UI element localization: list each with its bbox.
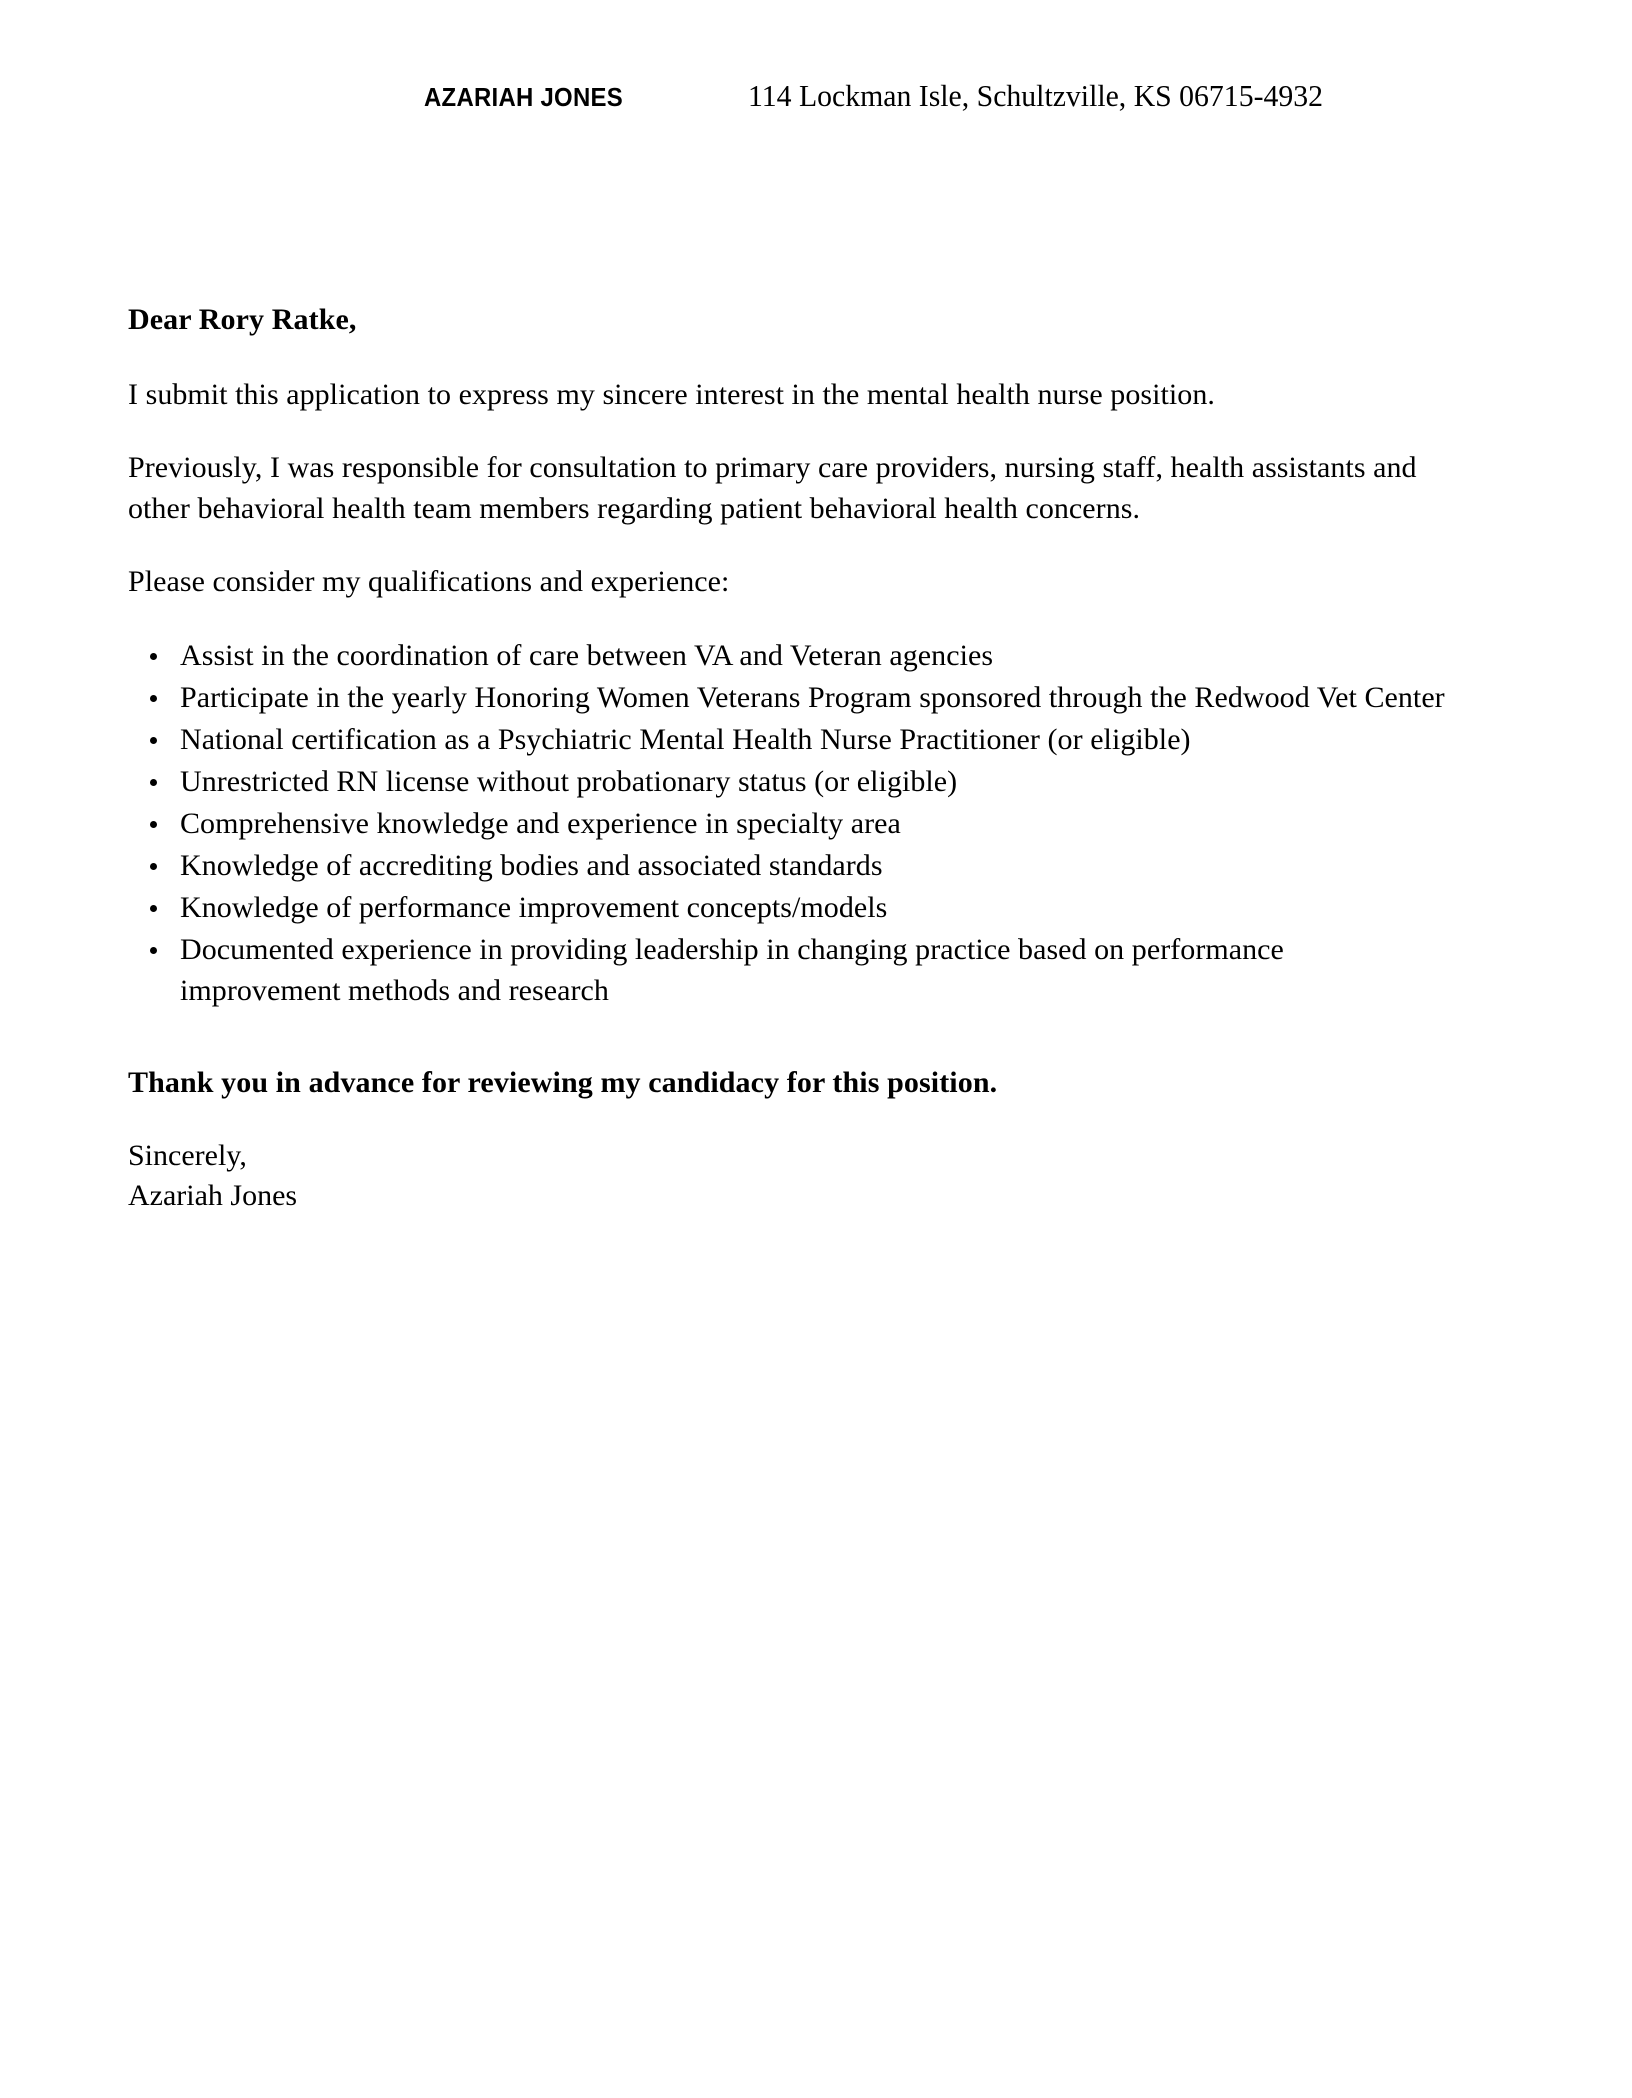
body-paragraph-1: I submit this application to express my sincere interest in the mental health nurse position. bbox=[128, 378, 1215, 412]
list-item: Unrestricted RN license without probationary status (or eligible) bbox=[128, 761, 1458, 802]
list-item: Documented experience in providing leadership in changing practice based on performance improvement methods and research bbox=[128, 929, 1458, 1011]
body-paragraph-2: Previously, I was responsible for consultation to primary care providers, nursing staff, health assistants and other behavioral health team members regarding patient behavioral health concerns. bbox=[128, 451, 1417, 526]
sender-name: AZARIAH JONES bbox=[424, 82, 623, 112]
closing-statement: Thank you in advance for reviewing my candidacy for this position. bbox=[128, 1066, 998, 1100]
body-paragraph-3: Please consider my qualifications and experience: bbox=[128, 565, 730, 599]
list-item: Knowledge of accrediting bodies and associated standards bbox=[128, 845, 1458, 886]
list-item: Knowledge of performance improvement concepts/models bbox=[128, 887, 1458, 928]
sender-address: 114 Lockman Isle, Schultzville, KS 06715-4932 bbox=[748, 78, 1324, 113]
list-item: Assist in the coordination of care between VA and Veteran agencies bbox=[128, 635, 1458, 676]
signature-block bbox=[128, 1136, 1458, 1217]
letterhead bbox=[0, 78, 1632, 114]
qualifications-list bbox=[128, 635, 1458, 1012]
signoff-line: Sincerely, bbox=[128, 1138, 247, 1172]
signature-name: Azariah Jones bbox=[128, 1179, 298, 1213]
salutation: Dear Rory Ratke, bbox=[128, 303, 357, 336]
list-item: National certification as a Psychiatric Mental Health Nurse Practitioner (or eligible) bbox=[128, 719, 1458, 760]
list-item: Comprehensive knowledge and experience in specialty area bbox=[128, 803, 1458, 844]
list-item: Participate in the yearly Honoring Women Veterans Program sponsored through the Redwood Vet Center bbox=[128, 677, 1458, 718]
letter-body bbox=[128, 300, 1458, 1217]
